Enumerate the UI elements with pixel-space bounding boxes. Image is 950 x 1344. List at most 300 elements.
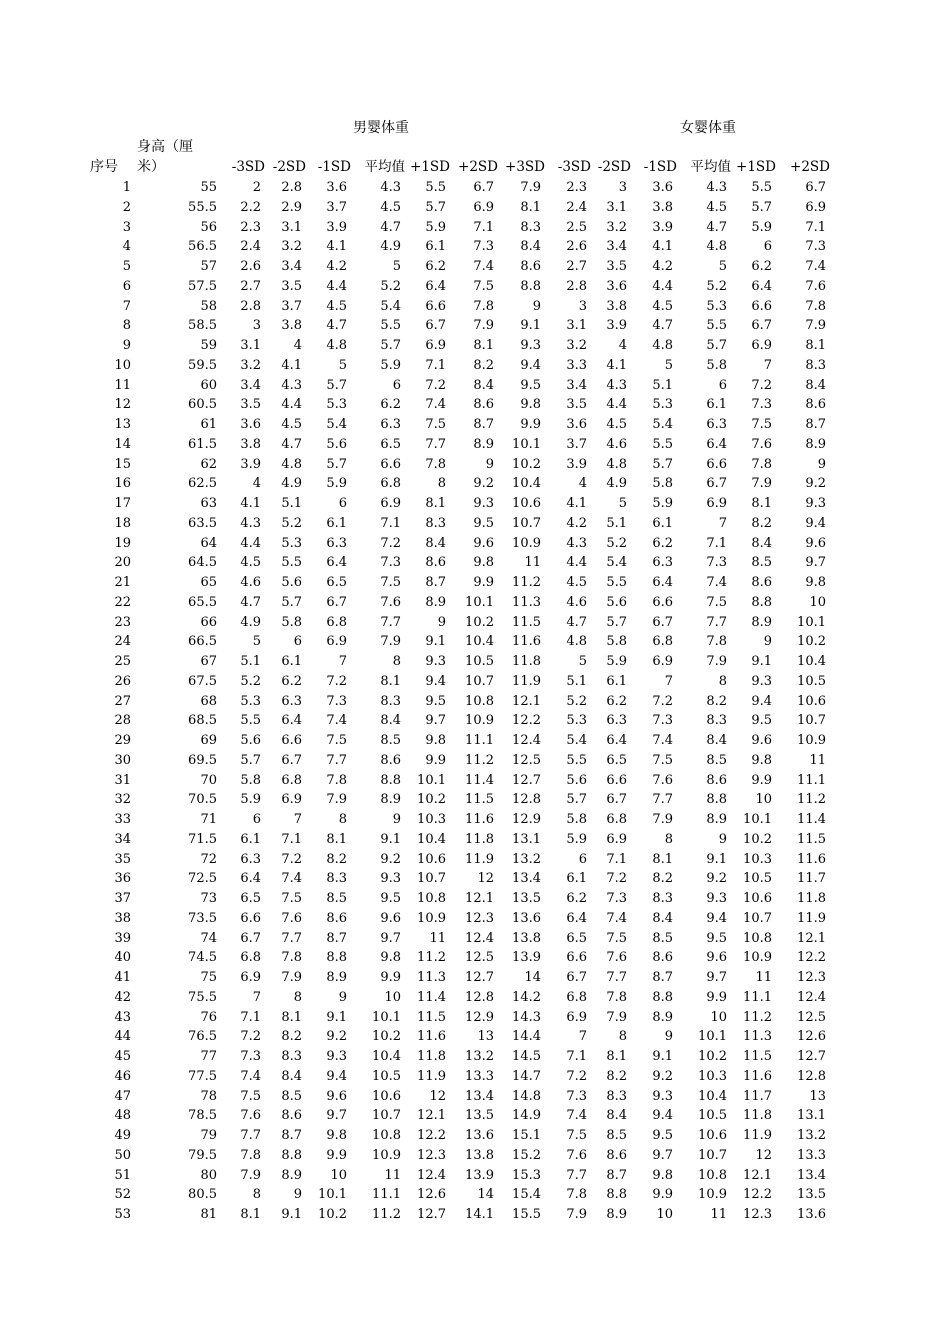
- cell-boy-minus2sd: 7.9: [281, 970, 302, 985]
- cell-height: 69: [200, 733, 217, 748]
- cell-girl-minus3sd: 3.4: [566, 377, 587, 393]
- cell-girl-minus1sd: 4.4: [652, 278, 673, 294]
- cell-boy-plus1sd: 10.3: [417, 812, 446, 827]
- cell-boy-minus2sd: 5.5: [281, 555, 302, 571]
- cell-boy-minus2sd: 3.2: [281, 239, 302, 255]
- cell-girl-mean: 8.3: [706, 713, 727, 729]
- cell-boy-mean: 8.6: [380, 752, 401, 768]
- cell-girl-mean: 9.4: [706, 910, 727, 926]
- cell-boy-minus3sd: 5.5: [240, 713, 261, 729]
- cell-girl-minus2sd: 4.5: [606, 417, 627, 432]
- cell-boy-minus1sd: 6.4: [326, 555, 347, 571]
- cell-boy-minus1sd: 5: [338, 357, 347, 373]
- cell-height: 57.5: [188, 278, 217, 294]
- cell-girl-minus1sd: 6.6: [652, 594, 673, 610]
- cell-boy-minus3sd: 5.8: [240, 772, 261, 788]
- cell-boy-mean: 4.7: [380, 219, 401, 235]
- cell-boy-minus2sd: 5.7: [281, 594, 302, 610]
- cell-boy-minus2sd: 6.3: [281, 693, 302, 709]
- cell-index: 26: [114, 673, 131, 689]
- cell-boy-mean: 7.2: [380, 535, 401, 551]
- cell-boy-minus2sd: 6.9: [281, 792, 302, 808]
- cell-boy-mean: 6.6: [380, 456, 401, 472]
- cell-boy-plus2sd: 13.6: [465, 1128, 494, 1143]
- header-girl-minus1sd: -1SD: [643, 159, 677, 175]
- cell-girl-plus2sd: 13.5: [797, 1187, 826, 1203]
- cell-girl-minus3sd: 3.6: [566, 417, 587, 432]
- cell-girl-minus2sd: 7.1: [606, 851, 627, 867]
- cell-boy-plus2sd: 13.4: [465, 1088, 494, 1104]
- cell-boy-minus2sd: 7: [293, 812, 302, 827]
- cell-boy-minus1sd: 4.2: [326, 259, 347, 274]
- cell-girl-plus1sd: 6.2: [751, 259, 772, 274]
- cell-boy-mean: 11: [384, 1167, 401, 1183]
- cell-boy-plus1sd: 9.5: [425, 693, 446, 709]
- cell-girl-minus3sd: 6.1: [566, 871, 587, 887]
- cell-girl-minus2sd: 3.5: [606, 259, 627, 274]
- cell-girl-minus3sd: 7.8: [566, 1187, 587, 1203]
- cell-girl-plus2sd: 12.3: [797, 970, 826, 985]
- cell-girl-minus2sd: 7.5: [606, 930, 627, 946]
- cell-girl-plus2sd: 12.2: [797, 950, 826, 966]
- cell-boy-minus2sd: 3.7: [281, 298, 302, 314]
- cell-girl-plus2sd: 12.4: [797, 989, 826, 1005]
- cell-index: 4: [122, 239, 131, 255]
- cell-girl-mean: 6.4: [706, 436, 727, 452]
- cell-girl-minus3sd: 7.4: [566, 1108, 587, 1124]
- cell-girl-minus3sd: 6.8: [566, 989, 587, 1005]
- cell-boy-minus1sd: 10: [330, 1167, 347, 1183]
- cell-girl-mean: 5.2: [706, 278, 727, 294]
- cell-boy-mean: 8.8: [380, 772, 401, 788]
- cell-boy-plus2sd: 12.9: [465, 1009, 494, 1025]
- cell-girl-mean: 8.5: [706, 752, 727, 768]
- cell-boy-minus1sd: 9.1: [326, 1009, 347, 1025]
- cell-girl-plus2sd: 9.6: [805, 535, 826, 551]
- index-header: 序号: [90, 159, 118, 175]
- cell-boy-minus1sd: 3.9: [326, 219, 347, 235]
- cell-girl-plus1sd: 8.2: [751, 515, 772, 531]
- cell-boy-minus1sd: 8.2: [326, 851, 347, 867]
- cell-girl-minus3sd: 3.2: [566, 338, 587, 353]
- cell-girl-minus1sd: 7.2: [652, 693, 673, 709]
- cell-height: 64: [200, 535, 217, 551]
- cell-girl-minus3sd: 6.2: [566, 891, 587, 906]
- cell-boy-minus2sd: 4.3: [281, 377, 302, 393]
- cell-index: 23: [114, 614, 131, 630]
- cell-girl-plus2sd: 11.8: [797, 891, 826, 906]
- cell-boy-mean: 8: [392, 654, 401, 669]
- cell-girl-plus1sd: 6.6: [751, 298, 772, 314]
- cell-boy-mean: 9: [392, 812, 401, 827]
- cell-girl-plus1sd: 7.5: [751, 417, 772, 432]
- cell-boy-plus2sd: 10.9: [465, 713, 494, 729]
- cell-boy-plus1sd: 9.9: [425, 752, 446, 768]
- cell-height: 70.5: [188, 792, 217, 808]
- cell-boy-plus3sd: 10.1: [512, 436, 541, 452]
- cell-boy-plus2sd: 11.6: [465, 812, 494, 827]
- cell-boy-plus3sd: 14.3: [512, 1009, 541, 1025]
- cell-boy-minus3sd: 8.1: [240, 1207, 261, 1222]
- cell-girl-minus1sd: 7.6: [652, 772, 673, 788]
- cell-boy-mean: 8.1: [380, 673, 401, 689]
- cell-girl-plus2sd: 13.4: [797, 1167, 826, 1183]
- cell-boy-plus3sd: 9.4: [520, 357, 541, 373]
- cell-girl-minus2sd: 7.9: [606, 1009, 627, 1025]
- cell-girl-plus2sd: 7.9: [805, 318, 826, 334]
- cell-boy-plus2sd: 9.2: [473, 476, 494, 492]
- cell-boy-mean: 9.3: [380, 871, 401, 887]
- cell-girl-plus1sd: 10.2: [743, 831, 772, 847]
- cell-girl-plus2sd: 9: [817, 456, 826, 472]
- cell-index: 42: [114, 989, 131, 1005]
- cell-girl-minus1sd: 10: [656, 1207, 673, 1222]
- cell-boy-plus1sd: 6.9: [425, 338, 446, 353]
- cell-girl-mean: 10.4: [698, 1088, 727, 1104]
- cell-girl-plus2sd: 8.4: [805, 377, 826, 393]
- cell-boy-plus2sd: 11.4: [465, 772, 494, 788]
- cell-boy-plus1sd: 10.8: [417, 891, 446, 906]
- cell-boy-plus3sd: 13.9: [512, 950, 541, 966]
- cell-girl-mean: 10.3: [698, 1068, 727, 1084]
- cell-girl-minus1sd: 6.7: [652, 614, 673, 630]
- cell-boy-minus3sd: 7.1: [240, 1009, 261, 1025]
- cell-boy-minus3sd: 7.3: [240, 1049, 261, 1064]
- cell-girl-minus1sd: 8.8: [652, 989, 673, 1005]
- cell-boy-plus1sd: 11.6: [417, 1029, 446, 1045]
- cell-boy-minus3sd: 4.5: [240, 555, 261, 571]
- cell-girl-plus2sd: 12.7: [797, 1049, 826, 1064]
- cell-boy-plus3sd: 11: [524, 555, 541, 571]
- cell-index: 41: [114, 970, 131, 985]
- cell-boy-plus1sd: 6.2: [425, 259, 446, 274]
- header-girl-minus3sd: -3SD: [557, 159, 591, 175]
- cell-height: 64.5: [188, 555, 217, 571]
- cell-boy-plus2sd: 11.9: [465, 851, 494, 867]
- cell-index: 19: [114, 535, 131, 551]
- cell-boy-minus3sd: 7.2: [240, 1029, 261, 1045]
- cell-girl-plus1sd: 12.1: [743, 1167, 772, 1183]
- cell-boy-mean: 9.2: [380, 851, 401, 867]
- cell-boy-minus2sd: 6.2: [281, 673, 302, 689]
- cell-girl-plus1sd: 10.6: [743, 891, 772, 906]
- cell-boy-minus3sd: 5.7: [240, 752, 261, 768]
- cell-boy-plus1sd: 8.7: [425, 575, 446, 590]
- cell-girl-plus1sd: 6: [763, 239, 772, 255]
- cell-boy-minus1sd: 6.8: [326, 614, 347, 630]
- cell-girl-minus3sd: 7.2: [566, 1068, 587, 1084]
- cell-boy-minus3sd: 7.8: [240, 1147, 261, 1163]
- cell-index: 38: [114, 910, 131, 926]
- cell-boy-minus3sd: 7.5: [240, 1088, 261, 1104]
- cell-girl-minus3sd: 5.5: [566, 752, 587, 768]
- cell-boy-mean: 10.9: [372, 1147, 401, 1163]
- cell-index: 16: [114, 476, 131, 492]
- cell-girl-minus1sd: 8.4: [652, 910, 673, 926]
- cell-girl-minus2sd: 8.9: [606, 1207, 627, 1222]
- cell-girl-plus2sd: 6.7: [805, 180, 826, 195]
- cell-girl-minus3sd: 4.6: [566, 594, 587, 610]
- cell-boy-plus3sd: 14.4: [512, 1029, 541, 1045]
- cell-girl-plus2sd: 9.2: [805, 476, 826, 492]
- cell-boy-minus3sd: 4.1: [240, 496, 261, 511]
- cell-boy-minus2sd: 6.4: [281, 713, 302, 729]
- cell-girl-minus1sd: 8.7: [652, 970, 673, 985]
- cell-height: 59: [200, 338, 217, 353]
- cell-boy-minus1sd: 7.8: [326, 772, 347, 788]
- cell-boy-minus2sd: 3.5: [281, 278, 302, 294]
- cell-girl-plus1sd: 9.3: [751, 673, 772, 689]
- cell-girl-minus3sd: 5.7: [566, 792, 587, 808]
- cell-girl-plus2sd: 11: [809, 752, 826, 768]
- cell-girl-mean: 9.3: [706, 891, 727, 906]
- cell-girl-mean: 9.2: [706, 871, 727, 887]
- cell-index: 45: [114, 1049, 131, 1064]
- cell-height: 60.5: [188, 397, 217, 413]
- cell-girl-plus1sd: 11: [755, 970, 772, 985]
- cell-girl-mean: 10.8: [698, 1167, 727, 1183]
- cell-boy-plus2sd: 9.6: [473, 535, 494, 551]
- cell-boy-plus3sd: 12.4: [512, 733, 541, 748]
- cell-girl-plus1sd: 8.8: [751, 594, 772, 610]
- cell-girl-plus2sd: 12.8: [797, 1068, 826, 1084]
- cell-boy-minus1sd: 9.9: [326, 1147, 347, 1163]
- cell-girl-plus1sd: 7: [763, 357, 772, 373]
- cell-boy-plus2sd: 9: [485, 456, 494, 472]
- cell-boy-mean: 9.8: [380, 950, 401, 966]
- cell-girl-mean: 9.9: [706, 989, 727, 1005]
- cell-boy-minus3sd: 3.2: [240, 357, 261, 373]
- cell-boy-minus3sd: 6.5: [240, 891, 261, 906]
- cell-girl-plus2sd: 13.6: [797, 1207, 826, 1222]
- cell-boy-plus3sd: 9.8: [520, 397, 541, 413]
- cell-boy-minus1sd: 8.6: [326, 910, 347, 926]
- cell-boy-plus3sd: 15.4: [512, 1187, 541, 1203]
- cell-girl-minus2sd: 4.6: [606, 436, 627, 452]
- cell-boy-plus1sd: 12.1: [417, 1108, 446, 1124]
- cell-girl-minus2sd: 3.8: [606, 298, 627, 314]
- cell-boy-minus1sd: 3.7: [326, 199, 347, 215]
- cell-boy-minus2sd: 5.1: [281, 496, 302, 511]
- cell-boy-minus3sd: 5.1: [240, 654, 261, 669]
- cell-girl-minus1sd: 3.9: [652, 219, 673, 235]
- header-boy-plus2sd: +2SD: [458, 159, 498, 175]
- cell-girl-plus1sd: 10.7: [743, 910, 772, 926]
- cell-boy-mean: 10.5: [372, 1068, 401, 1084]
- cell-boy-minus2sd: 3.1: [281, 219, 302, 235]
- cell-girl-minus1sd: 8.2: [652, 871, 673, 887]
- cell-girl-mean: 9.1: [706, 851, 727, 867]
- cell-boy-minus1sd: 6.9: [326, 634, 347, 650]
- cell-boy-minus2sd: 4.7: [281, 436, 302, 452]
- cell-boy-plus3sd: 13.2: [512, 851, 541, 867]
- cell-girl-plus2sd: 10: [809, 594, 826, 610]
- cell-girl-minus3sd: 7.5: [566, 1128, 587, 1143]
- cell-girl-mean: 8.8: [706, 792, 727, 808]
- header-boy-plus1sd: +1SD: [410, 159, 450, 175]
- cell-boy-plus2sd: 10.7: [465, 673, 494, 689]
- cell-boy-plus1sd: 7.4: [425, 397, 446, 413]
- cell-boy-minus1sd: 8: [338, 812, 347, 827]
- cell-height: 65.5: [188, 594, 217, 610]
- cell-girl-minus1sd: 9.4: [652, 1108, 673, 1124]
- cell-boy-plus1sd: 5.7: [425, 199, 446, 215]
- cell-girl-plus2sd: 10.9: [797, 733, 826, 748]
- cell-boy-mean: 7.1: [380, 515, 401, 531]
- cell-girl-minus2sd: 8.5: [606, 1128, 627, 1143]
- cell-boy-plus2sd: 7.5: [473, 278, 494, 294]
- cell-boy-plus3sd: 12.8: [512, 792, 541, 808]
- cell-girl-minus3sd: 7.1: [566, 1049, 587, 1064]
- cell-girl-mean: 6.3: [706, 417, 727, 432]
- cell-boy-plus2sd: 10.8: [465, 693, 494, 709]
- cell-girl-plus1sd: 11.2: [743, 1009, 772, 1025]
- cell-boy-plus1sd: 7.1: [425, 357, 446, 373]
- cell-boy-mean: 6.5: [380, 436, 401, 452]
- cell-girl-plus2sd: 12.6: [797, 1029, 826, 1045]
- cell-height: 68: [200, 693, 217, 709]
- cell-girl-minus2sd: 7.3: [606, 891, 627, 906]
- cell-boy-plus3sd: 15.3: [512, 1167, 541, 1183]
- cell-boy-plus2sd: 9.5: [473, 515, 494, 531]
- cell-index: 22: [114, 594, 131, 610]
- cell-girl-plus1sd: 5.9: [751, 219, 772, 235]
- cell-index: 10: [114, 357, 131, 373]
- cell-height: 63.5: [188, 515, 217, 531]
- cell-boy-plus1sd: 12.3: [417, 1147, 446, 1163]
- cell-boy-plus2sd: 12.8: [465, 989, 494, 1005]
- cell-index: 20: [114, 555, 131, 571]
- cell-boy-minus1sd: 7.9: [326, 792, 347, 808]
- cell-boy-mean: 10: [384, 989, 401, 1005]
- cell-girl-plus2sd: 7.3: [805, 239, 826, 255]
- cell-girl-mean: 7.3: [706, 555, 727, 571]
- cell-boy-minus3sd: 5: [252, 634, 261, 650]
- cell-index: 6: [122, 278, 131, 294]
- cell-boy-minus2sd: 8.7: [281, 1128, 302, 1143]
- cell-girl-minus2sd: 4.8: [606, 456, 627, 472]
- cell-index: 49: [114, 1128, 131, 1143]
- cell-girl-minus3sd: 5.2: [566, 693, 587, 709]
- cell-boy-minus2sd: 4.1: [281, 357, 302, 373]
- cell-boy-minus3sd: 4.7: [240, 594, 261, 610]
- cell-girl-plus1sd: 11.3: [743, 1029, 772, 1045]
- cell-boy-plus2sd: 9.9: [473, 575, 494, 590]
- cell-height: 76.5: [188, 1029, 217, 1045]
- cell-boy-minus2sd: 7.6: [281, 910, 302, 926]
- cell-boy-plus3sd: 14.5: [512, 1049, 541, 1064]
- cell-girl-minus3sd: 2.5: [566, 219, 587, 235]
- cell-boy-minus1sd: 4.5: [326, 298, 347, 314]
- cell-index: 21: [114, 575, 131, 590]
- cell-boy-plus1sd: 12.4: [417, 1167, 446, 1183]
- cell-girl-minus2sd: 5.1: [606, 515, 627, 531]
- cell-index: 34: [114, 831, 131, 847]
- cell-boy-minus2sd: 6.8: [281, 772, 302, 788]
- cell-height: 77.5: [188, 1068, 217, 1084]
- cell-girl-minus2sd: 8: [618, 1029, 627, 1045]
- cell-boy-minus3sd: 2.3: [240, 219, 261, 235]
- cell-index: 46: [114, 1068, 131, 1084]
- cell-boy-minus1sd: 8.3: [326, 871, 347, 887]
- cell-girl-plus1sd: 10.5: [743, 871, 772, 887]
- cell-boy-plus1sd: 8.3: [425, 515, 446, 531]
- cell-girl-mean: 9.6: [706, 950, 727, 966]
- cell-girl-minus2sd: 6.1: [606, 673, 627, 689]
- cell-boy-plus1sd: 7.5: [425, 417, 446, 432]
- cell-boy-minus3sd: 6.9: [240, 970, 261, 985]
- cell-girl-plus1sd: 10.8: [743, 930, 772, 946]
- cell-index: 8: [122, 318, 131, 334]
- cell-boy-plus1sd: 10.4: [417, 831, 446, 847]
- cell-height: 67.5: [188, 673, 217, 689]
- cell-index: 9: [122, 338, 131, 353]
- cell-girl-minus1sd: 4.1: [652, 239, 673, 255]
- cell-boy-plus3sd: 14.7: [512, 1068, 541, 1084]
- cell-boy-plus1sd: 10.1: [417, 772, 446, 788]
- cell-girl-minus3sd: 3.9: [566, 456, 587, 472]
- cell-height: 72.5: [188, 871, 217, 887]
- cell-height: 66: [200, 614, 217, 630]
- cell-girl-minus2sd: 3.1: [606, 199, 627, 215]
- cell-girl-plus2sd: 7.4: [805, 259, 826, 274]
- cell-boy-mean: 10.7: [372, 1108, 401, 1124]
- cell-index: 12: [114, 397, 131, 413]
- cell-girl-minus3sd: 6.5: [566, 930, 587, 946]
- cell-girl-minus1sd: 6.4: [652, 575, 673, 590]
- cell-boy-plus1sd: 8.9: [425, 594, 446, 610]
- cell-girl-minus3sd: 4.2: [566, 515, 587, 531]
- cell-girl-plus2sd: 11.1: [797, 772, 826, 788]
- cell-boy-minus3sd: 8: [252, 1187, 261, 1203]
- cell-boy-plus3sd: 9.1: [520, 318, 541, 334]
- cell-index: 18: [114, 515, 131, 531]
- cell-boy-plus2sd: 13.5: [465, 1108, 494, 1124]
- cell-boy-plus2sd: 7.9: [473, 318, 494, 334]
- cell-boy-minus1sd: 4.1: [326, 239, 347, 255]
- cell-boy-plus1sd: 12.6: [417, 1187, 446, 1203]
- cell-girl-mean: 10: [710, 1009, 727, 1025]
- cell-boy-plus3sd: 15.5: [512, 1207, 541, 1222]
- cell-index: 35: [114, 851, 131, 867]
- cell-boy-minus3sd: 6.8: [240, 950, 261, 966]
- cell-boy-minus1sd: 6.5: [326, 575, 347, 590]
- cell-girl-minus2sd: 4.1: [606, 357, 627, 373]
- cell-height: 79.5: [188, 1147, 217, 1163]
- cell-girl-plus1sd: 6.7: [751, 318, 772, 334]
- cell-boy-minus2sd: 2.9: [281, 199, 302, 215]
- cell-girl-mean: 6: [718, 377, 727, 393]
- cell-girl-plus2sd: 12.5: [797, 1009, 826, 1025]
- cell-girl-plus1sd: 12.3: [743, 1207, 772, 1222]
- cell-boy-plus3sd: 10.6: [512, 496, 541, 511]
- cell-boy-plus1sd: 7.7: [425, 436, 446, 452]
- cell-girl-plus1sd: 8.4: [751, 535, 772, 551]
- cell-girl-mean: 10.7: [698, 1147, 727, 1163]
- cell-boy-minus1sd: 10.2: [318, 1207, 347, 1222]
- cell-height: 76: [200, 1009, 217, 1025]
- cell-boy-plus2sd: 10.1: [465, 594, 494, 610]
- cell-girl-mean: 7: [718, 515, 727, 531]
- cell-girl-minus3sd: 7: [578, 1029, 587, 1045]
- cell-boy-minus1sd: 4.4: [326, 278, 347, 294]
- cell-boy-minus2sd: 4.4: [281, 397, 302, 413]
- cell-girl-minus1sd: 9: [664, 1029, 673, 1045]
- cell-boy-mean: 4.5: [380, 199, 401, 215]
- cell-girl-plus1sd: 10.3: [743, 851, 772, 867]
- cell-boy-minus3sd: 6: [252, 812, 261, 827]
- cell-boy-minus2sd: 6: [293, 634, 302, 650]
